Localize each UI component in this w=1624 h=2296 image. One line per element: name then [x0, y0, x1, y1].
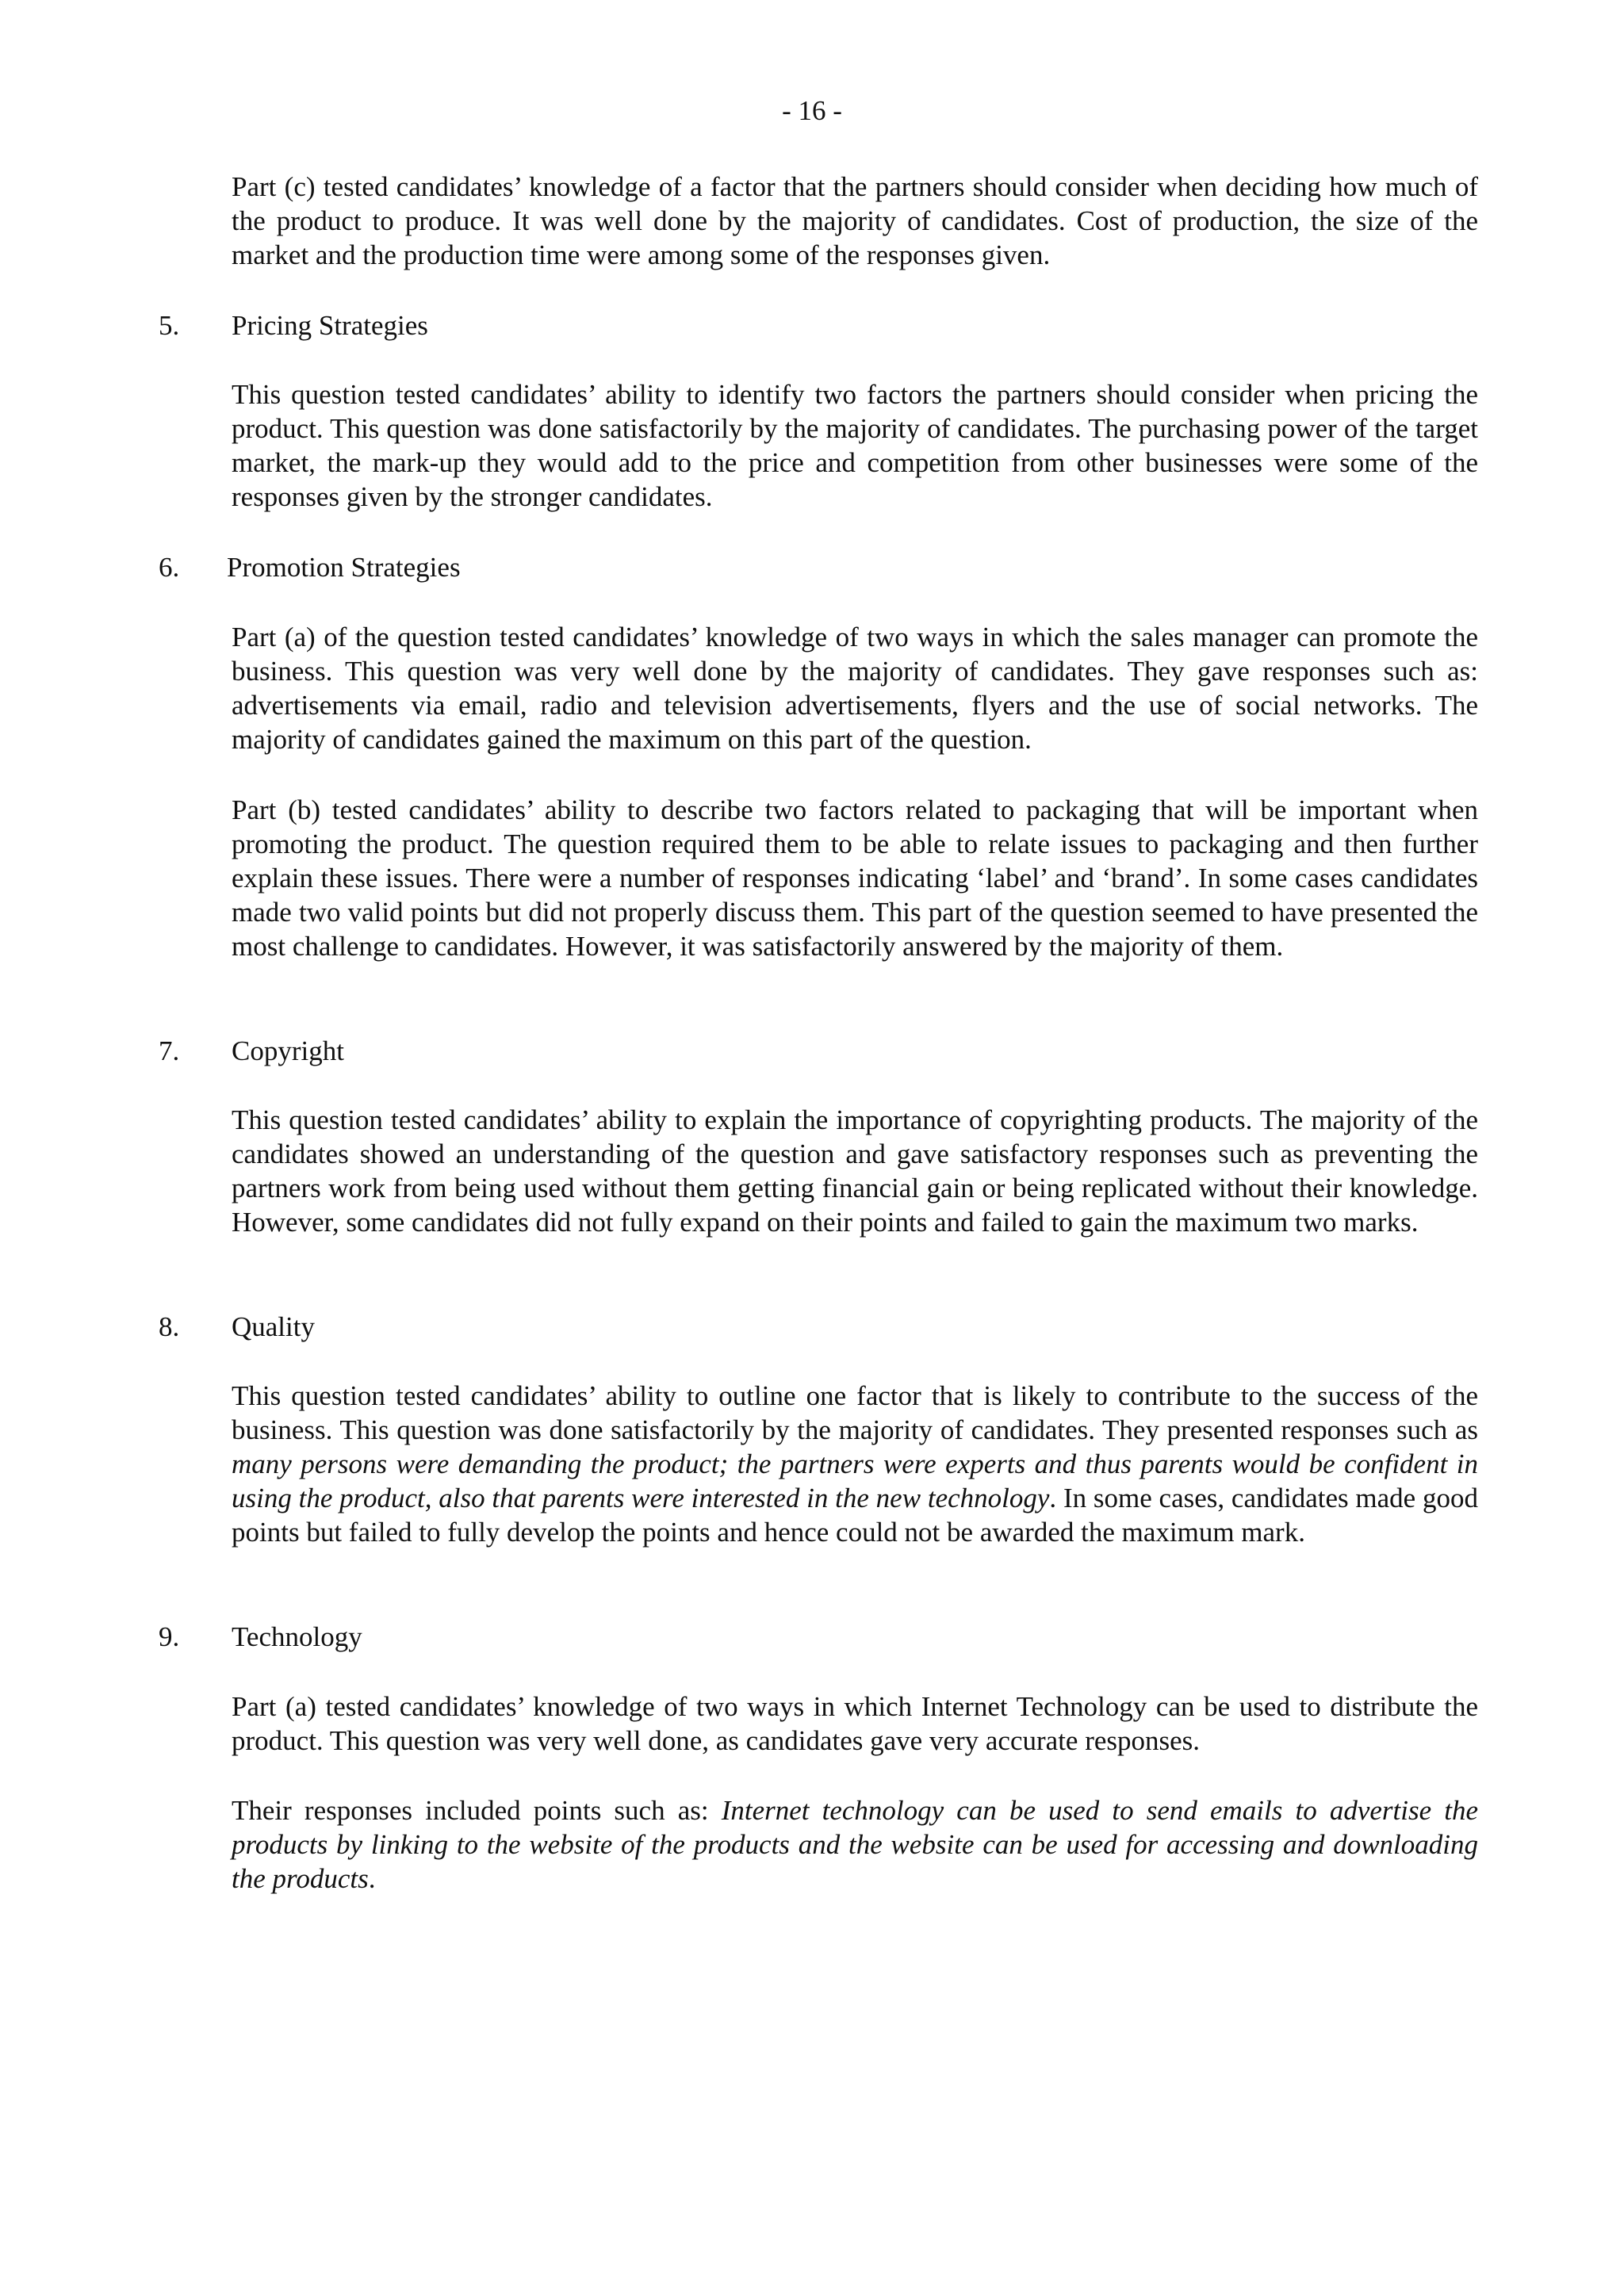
paragraph-quality — [232, 1379, 1478, 1549]
technology-text-italic: Internet technology can be used to send emails to advertise the products by linking to the website of the products and the website can be used for accessing and downloading the products — [232, 1795, 1478, 1894]
paragraph-pricing: This question tested candidates’ ability to identify two factors the partners should consider when pricing the product. This question was done satisfactorily by the majority of candidates. The purchasing power of the target market, the mark-up they would add to the price and competition from other businesses were some of the responses given by the stronger candidates. — [232, 379, 1478, 512]
paragraph-promotion-part-b: Part (b) tested candidates’ ability to describe two factors related to packaging that will be important when promoting the product. The question required them to be able to relate issues to packaging and then further explain these issues. There were a number of responses indicating ‘label’ and ‘brand’. In some cases candidates made two valid points but did not properly discuss them. This part of the question seemed to have presented the most challenge to candidates. However, it was satisfactorily answered by the majority of them. — [232, 794, 1478, 962]
section-title: Quality — [232, 1311, 315, 1342]
section-number: 9. — [159, 1621, 180, 1652]
paragraph-copyright: This question tested candidates’ ability to explain the importance of copyrighting products. The majority of the candidates showed an understanding of the question and gave satisfactory responses such as preventing the partners work from being used without them getting financial gain or being replicated without their knowledge. However, some candidates did not fully expand on their points and failed to gain the maximum two marks. — [232, 1104, 1478, 1238]
paragraph-promotion-part-a: Part (a) of the question tested candidates’ knowledge of two ways in which the sales manager can promote the business. This question was very well done by the majority of candidates. They gave responses such as: advertisements via email, radio and television advertisements, flyers and the use of social networks. The majority of candidates gained the maximum on this part of the question. — [232, 622, 1478, 755]
section-heading-quality — [159, 1310, 315, 1344]
quality-text-intro: This question tested candidates’ ability to outline one factor that is likely to contribute to the success of the business. This question was done satisfactorily by the majority of candidates. They presented responses such as — [232, 1380, 1478, 1445]
paragraph-part-c: Part (c) tested candidates’ knowledge of a factor that the partners should consider when deciding how much of the product to produce. It was well done by the majority of candidates. Cost of production, the size of the market and the production time were among some of the responses given. — [232, 171, 1478, 270]
technology-text-outro: . — [368, 1863, 376, 1894]
section-number: 6. — [159, 552, 180, 583]
quality-text-italic: many persons were demanding the product; the partners were experts and thus parents would be confident in using the product, also that parents were interested in the new technology — [232, 1448, 1478, 1513]
section-title: Pricing Strategies — [232, 310, 428, 341]
page-number: - 16 - — [782, 95, 842, 126]
section-number: 5. — [159, 310, 180, 341]
section-title: Promotion Strategies — [227, 552, 461, 583]
technology-text-intro: Their responses included points such as: — [232, 1795, 722, 1826]
section-heading-pricing-strategies — [159, 308, 428, 342]
section-heading-technology — [159, 1620, 362, 1654]
section-title: Technology — [232, 1621, 362, 1652]
paragraph-technology-responses — [232, 1793, 1478, 1896]
quality-text-outro: . In some cases, candidates made good points but failed to fully develop the points and hence could not be awarded the maximum mark. — [232, 1483, 1478, 1548]
section-title: Copyright — [232, 1035, 344, 1066]
section-heading-copyright — [159, 1034, 344, 1068]
section-number: 7. — [159, 1035, 180, 1066]
paragraph-technology-part-a: Part (a) tested candidates’ knowledge of two ways in which Internet Technology can be used to distribute the product. This question was very well done, as candidates gave very accurate responses. — [232, 1691, 1478, 1756]
section-number: 8. — [159, 1311, 180, 1342]
section-heading-promotion-strategies — [159, 550, 461, 584]
